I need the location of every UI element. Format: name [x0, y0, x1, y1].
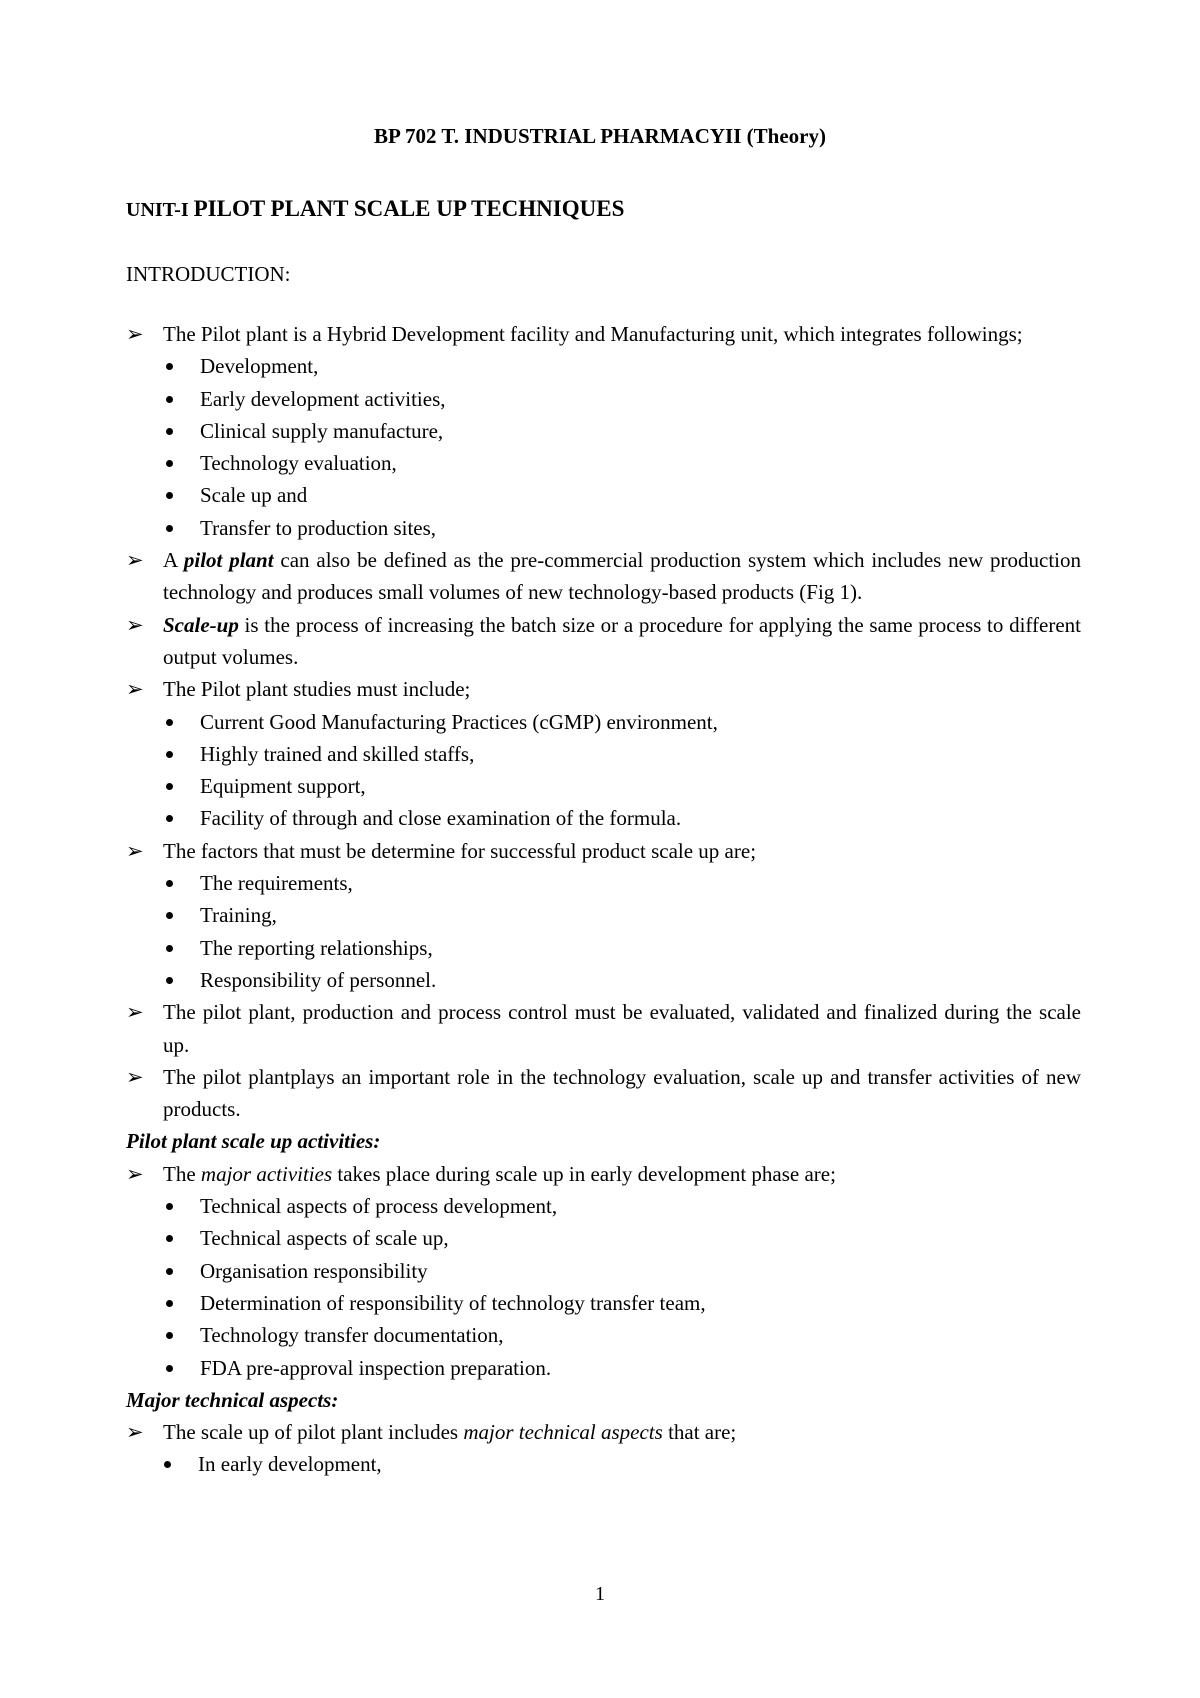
bullet-icon: [166, 783, 173, 790]
bullet-text: Highly trained and skilled staffs,: [200, 741, 475, 766]
bullet-text: Clinical supply manufacture,: [200, 418, 444, 443]
arrow-item: [126, 1158, 1081, 1190]
introduction-heading: INTRODUCTION:: [126, 262, 291, 286]
arrow-bullet-icon: ➢: [126, 612, 144, 637]
arrow-item: [126, 835, 1081, 867]
bullet-icon: [166, 977, 173, 984]
bullet-item: [126, 1222, 1081, 1254]
paragraph-text: The pilot plantplays an important role in the technology evaluation, scale up and transfer activities of new products.: [163, 1064, 1081, 1122]
bullet-item: [126, 1319, 1081, 1351]
bullet-icon: [166, 1268, 173, 1275]
bullet-item: [126, 964, 1081, 996]
bullet-icon: [166, 1300, 173, 1307]
bullet-item: [126, 1287, 1081, 1319]
bullet-text: FDA pre-approval inspection preparation.: [200, 1355, 552, 1380]
bullet-text: Determination of responsibility of technology transfer team,: [200, 1290, 706, 1315]
bullet-item: [126, 899, 1081, 931]
pilot-plant-term: pilot plant: [183, 548, 274, 573]
arrow-item: [126, 544, 1081, 609]
bullet-text: Early development activities,: [200, 386, 446, 411]
arrow-bullet-icon: ➢: [126, 1161, 144, 1186]
bullet-item: [126, 932, 1081, 964]
arrow-bullet-icon: ➢: [126, 838, 144, 863]
bullet-item: [126, 512, 1081, 544]
bullet-text: Training,: [200, 903, 277, 928]
bullet-item: [126, 738, 1081, 770]
bullet-item: [126, 1352, 1081, 1384]
paragraph-text-post: takes place during scale up in early development phase are;: [332, 1161, 836, 1186]
paragraph-text: The pilot plant, production and process control must be evaluated, validated and finalized during the scale up.: [163, 1000, 1081, 1057]
unit-title: PILOT PLANT SCALE UP TECHNIQUES: [193, 196, 625, 221]
technical-aspects-heading: Major technical aspects:: [126, 1387, 339, 1412]
bullet-text: Transfer to production sites,: [200, 515, 437, 540]
bullet-item: [126, 1255, 1081, 1287]
bullet-icon: [166, 719, 173, 726]
arrow-item: [126, 318, 1081, 350]
bullet-icon: [164, 1461, 171, 1468]
bullet-item: [126, 802, 1081, 834]
bullet-item: [126, 770, 1081, 802]
paragraph-text: The Pilot plant is a Hybrid Development facility and Manufacturing unit, which integrates followings;: [163, 322, 1023, 346]
scale-up-term: Scale-up: [163, 612, 239, 637]
bullet-text: Organisation responsibility: [200, 1258, 428, 1283]
bullet-text: Technical aspects of scale up,: [200, 1226, 449, 1251]
bullet-icon: [166, 751, 173, 758]
bullet-item: [126, 1190, 1081, 1222]
paragraph-text-pre: The scale up of pilot plant includes: [163, 1420, 464, 1445]
paragraph-text-pre: The: [163, 1161, 201, 1186]
bullet-icon: [166, 880, 173, 887]
arrow-bullet-icon: ➢: [126, 548, 144, 573]
bullet-text: Technology evaluation,: [200, 451, 397, 476]
bullet-text: In early development,: [198, 1452, 382, 1477]
bullet-text: Current Good Manufacturing Practices (cGMP) environment,: [200, 709, 718, 734]
arrow-bullet-icon: ➢: [126, 1420, 144, 1445]
bullet-item: [126, 706, 1081, 738]
arrow-item: [126, 673, 1081, 705]
bullet-icon: [166, 428, 173, 435]
bullet-icon: [166, 912, 173, 919]
unit-prefix: UNIT-I: [126, 199, 194, 221]
bullet-text: Responsibility of personnel.: [200, 967, 437, 992]
bullet-text: The reporting relationships,: [200, 935, 433, 960]
bullet-icon: [166, 525, 173, 532]
bullet-icon: [166, 1203, 173, 1210]
bullet-item: [126, 867, 1081, 899]
bullet-text: Facility of through and close examination of the formula.: [200, 806, 682, 831]
activities-heading: Pilot plant scale up activities:: [126, 1129, 381, 1154]
bullet-text: Equipment support,: [200, 774, 366, 799]
bullet-text: Technical aspects of process development,: [200, 1194, 558, 1219]
bullet-icon: [166, 1235, 173, 1242]
document-body: [126, 318, 1081, 1481]
bullet-text: The requirements,: [200, 871, 353, 896]
bullet-icon: [166, 1332, 173, 1339]
paragraph-text: The factors that must be determine for successful product scale up are;: [163, 838, 757, 863]
bullet-item: [126, 383, 1081, 415]
arrow-item: [126, 996, 1081, 1061]
bullet-icon: [166, 363, 173, 370]
bullet-text: Development,: [200, 354, 319, 379]
major-technical-aspects-term: major technical aspects: [463, 1420, 663, 1445]
paragraph-text-post: can also be defined as the pre-commercial production system which includes new production technology and produces small volumes of new technology-based products (Fig 1).: [163, 548, 1081, 605]
document-title: BP 702 T. INDUSTRIAL PHARMACYII (Theory): [374, 124, 826, 148]
bullet-item: [126, 415, 1081, 447]
page-number: 1: [595, 1583, 605, 1605]
bullet-icon: [166, 492, 173, 499]
bullet-text: Scale up and: [200, 483, 308, 508]
arrow-bullet-icon: ➢: [126, 1064, 144, 1089]
bullet-text: Technology transfer documentation,: [200, 1323, 504, 1348]
arrow-bullet-icon: ➢: [126, 677, 144, 702]
paragraph-text: The Pilot plant studies must include;: [163, 677, 471, 702]
arrow-item: [126, 609, 1081, 674]
arrow-item: [126, 1061, 1081, 1126]
bullet-item: [126, 479, 1081, 511]
unit-heading: [126, 196, 624, 223]
arrow-bullet-icon: ➢: [126, 1000, 144, 1025]
bullet-icon: [166, 1365, 173, 1372]
bullet-item: [126, 1448, 1081, 1480]
arrow-bullet-icon: ➢: [126, 322, 144, 346]
paragraph-text-pre: A: [163, 548, 184, 573]
bullet-icon: [166, 815, 173, 822]
paragraph-text-post: that are;: [662, 1420, 737, 1445]
arrow-item: [126, 1416, 1081, 1448]
major-activities-term: major activities: [200, 1161, 333, 1186]
bullet-item: [126, 350, 1081, 382]
paragraph-text-post: is the process of increasing the batch size or a procedure for applying the same process to different output volumes.: [163, 612, 1081, 669]
bullet-item: [126, 447, 1081, 479]
bullet-icon: [166, 945, 173, 952]
bullet-icon: [166, 396, 173, 403]
bullet-icon: [166, 460, 173, 467]
